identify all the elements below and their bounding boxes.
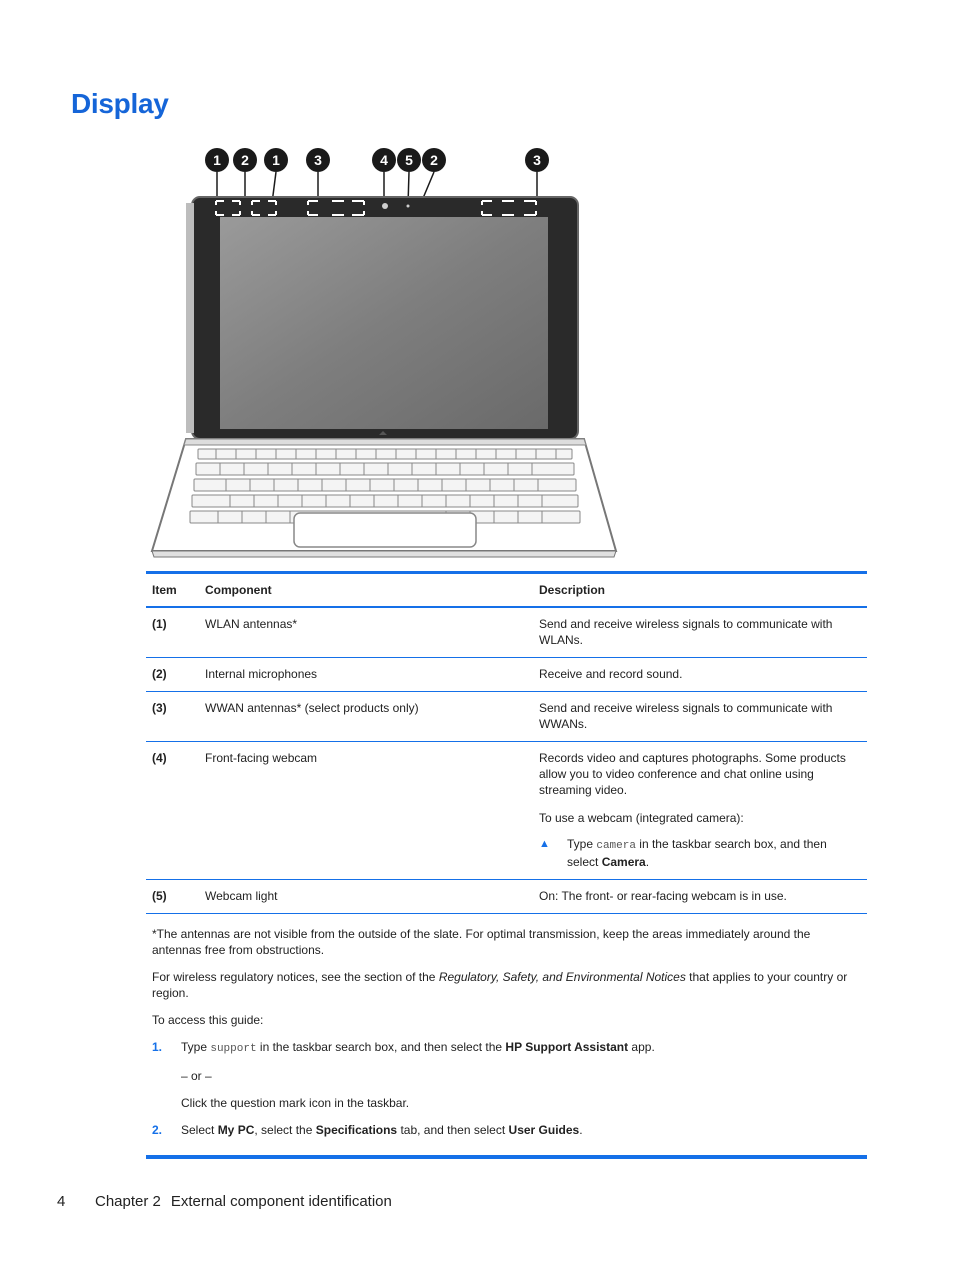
callout-label: 1 xyxy=(272,152,280,168)
webcam-usage-intro: To use a webcam (integrated camera): xyxy=(539,811,744,825)
row-component: Webcam light xyxy=(205,889,278,903)
tablet-side xyxy=(186,203,194,433)
table-row xyxy=(146,658,867,692)
access-step-2: 2. Select My PC, select the Specifications tab, and then select User Guides. xyxy=(152,1123,583,1137)
table-row xyxy=(146,692,867,742)
touchpad xyxy=(294,513,476,547)
row-component: Front-facing webcam xyxy=(205,751,318,765)
row-description xyxy=(533,742,867,880)
page-number: 4 xyxy=(57,1193,66,1210)
antenna-note: *The antennas are not visible from the outside of the slate. For optimal transmission, keep the areas immediately around the antennas free from obstructions. xyxy=(152,927,811,957)
or-separator: – or – xyxy=(181,1069,212,1083)
callout-label: 3 xyxy=(314,152,322,168)
webcam-description: Records video and captures photographs. Some products allow you to video conference and chat online using streaming video. xyxy=(539,751,846,797)
access-step-1: 1. Type support in the taskbar search box, and then select the HP Support Assistant app. xyxy=(152,1040,655,1055)
callout-label: 5 xyxy=(405,152,413,168)
component-table xyxy=(146,571,867,914)
code-camera: camera xyxy=(596,840,636,852)
callout-label: 1 xyxy=(213,152,221,168)
access-intro: To access this guide: xyxy=(152,1013,264,1027)
table-header-row xyxy=(146,573,867,608)
row-component: WLAN antennas* xyxy=(205,617,298,631)
screen xyxy=(220,217,548,429)
chapter-label: Chapter 2 xyxy=(95,1193,161,1210)
row-description: Send and receive wireless signals to communicate with WWANs. xyxy=(539,701,833,731)
display-figure xyxy=(146,143,626,563)
row-item: (5) xyxy=(152,889,167,903)
webcam-light xyxy=(407,205,410,208)
callout-label: 2 xyxy=(430,152,438,168)
page-footer xyxy=(57,1193,392,1210)
webcam-step: ▲ Type camera in the taskbar search box, and then select Camera. xyxy=(539,837,827,869)
callout-label: 2 xyxy=(241,152,249,168)
alt-step: Click the question mark icon in the taskbar. xyxy=(181,1096,410,1110)
table-row xyxy=(146,607,867,658)
table-row xyxy=(146,880,867,914)
row-description: On: The front- or rear-facing webcam is in use. xyxy=(539,889,787,903)
regulatory-note: For wireless regulatory notices, see the section of the Regulatory, Safety, and Environmental Notices that applies to your country or region. xyxy=(152,970,848,1000)
header-item: Item xyxy=(152,583,177,597)
row-item: (3) xyxy=(152,701,167,715)
row-component: Internal microphones xyxy=(205,667,318,681)
callout-label: 4 xyxy=(380,152,388,168)
callout-label: 3 xyxy=(533,152,541,168)
page-title: Display xyxy=(71,88,169,119)
row-item: (2) xyxy=(152,667,167,681)
chapter-title: External component identification xyxy=(170,1193,392,1210)
code-support: support xyxy=(210,1043,257,1055)
hinge xyxy=(184,439,586,445)
row-description: Receive and record sound. xyxy=(539,667,683,681)
header-component: Component xyxy=(205,583,272,597)
row-item: (4) xyxy=(152,751,167,765)
webcam xyxy=(382,203,388,209)
table-row xyxy=(146,742,867,880)
row-item: (1) xyxy=(152,617,167,631)
component-table-wrap xyxy=(146,571,867,1159)
triangle-bullet-icon: ▲ xyxy=(539,838,550,850)
row-description: Send and receive wireless signals to communicate with WLANs. xyxy=(539,617,833,647)
header-description: Description xyxy=(539,583,606,597)
row-component: WWAN antennas* (select products only) xyxy=(205,701,419,715)
table-notes xyxy=(146,914,867,1159)
